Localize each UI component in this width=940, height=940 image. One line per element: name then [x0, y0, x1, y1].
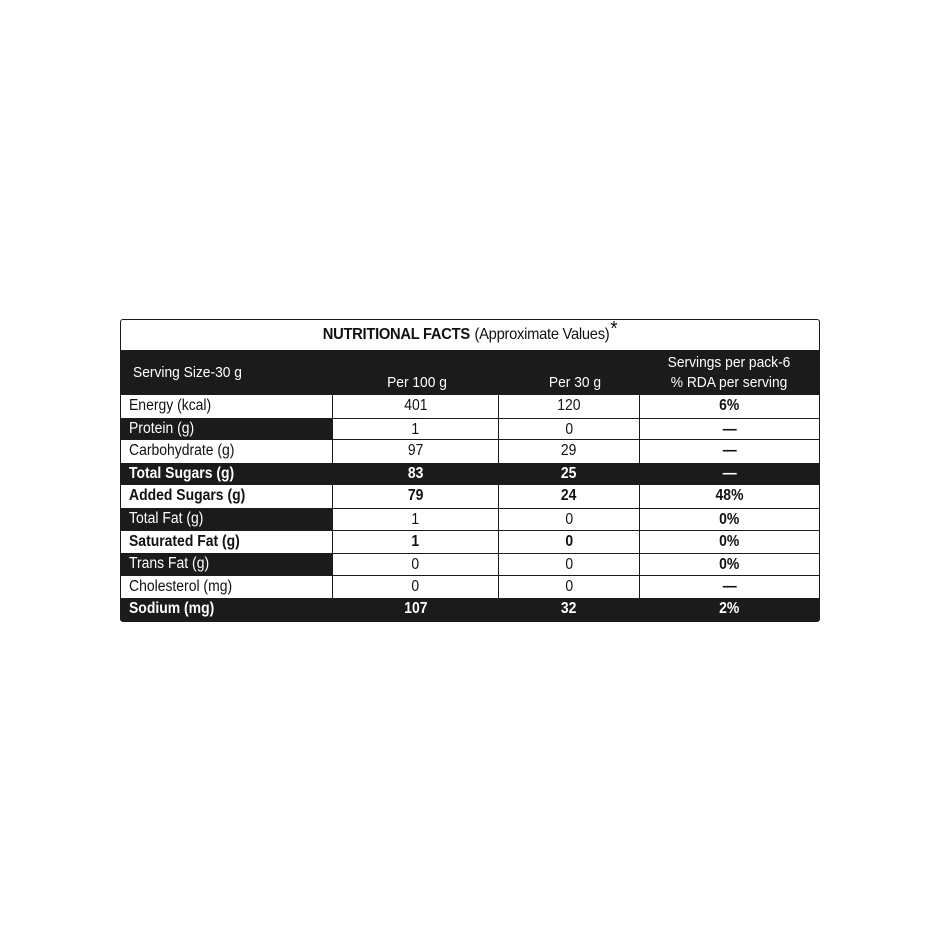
- value-rda-text: 0%: [719, 532, 740, 550]
- value-rda: [639, 576, 819, 599]
- nutrient-label: [121, 485, 332, 508]
- header-servings-per-pack: Servings per pack-6: [667, 354, 791, 371]
- value-per-30g: [498, 418, 639, 441]
- serving-size-label: Serving Size-30 g: [133, 364, 242, 381]
- nutrient-label: [121, 508, 332, 531]
- nutrient-label-text: Energy (kcal): [129, 397, 212, 414]
- value-per-30g: [498, 508, 639, 531]
- nutrient-label-text: Total Sugars (g): [129, 464, 235, 482]
- title-main: NUTRITIONAL FACTS: [322, 326, 470, 343]
- nutrient-label-text: Cholesterol (mg): [129, 577, 233, 595]
- table-row: [121, 553, 819, 576]
- value-per-30g-text: 0: [565, 532, 573, 550]
- header-per-30g: Per 30 g: [548, 374, 602, 391]
- title-note: (Approximate Values): [474, 326, 610, 343]
- table-row: [121, 440, 819, 463]
- value-rda: [639, 553, 819, 576]
- value-per-30g-text: 0: [565, 420, 573, 438]
- value-rda-text: 2%: [719, 600, 740, 618]
- value-per-30g-text: 32: [561, 600, 577, 618]
- value-per-100g-text: 1: [411, 532, 420, 550]
- nutrient-label: [121, 598, 332, 621]
- value-per-30g: [498, 598, 639, 621]
- value-rda: [639, 395, 819, 418]
- value-rda-text: 0%: [719, 556, 740, 574]
- value-per-30g-text: 25: [561, 464, 577, 482]
- value-per-30g: [498, 485, 639, 508]
- table-row: [121, 576, 819, 599]
- value-per-30g: [498, 531, 639, 554]
- table-row: [121, 508, 819, 531]
- value-per-30g: [498, 463, 639, 486]
- value-per-100g: [332, 508, 498, 531]
- value-per-100g-text: 1: [411, 510, 420, 528]
- value-per-30g-text: 0: [565, 510, 573, 528]
- value-per-100g: [332, 485, 498, 508]
- nutrient-table-body: [121, 394, 819, 621]
- nutrient-label: [121, 463, 332, 486]
- value-per-100g-text: 97: [407, 442, 424, 460]
- nutrient-label: [121, 440, 332, 463]
- value-rda: [639, 440, 819, 463]
- nutrient-label-text: Carbohydrate (g): [129, 442, 235, 460]
- table-row: [121, 395, 819, 418]
- value-per-100g: [332, 553, 498, 576]
- value-per-30g-text: 0: [565, 577, 573, 595]
- value-per-30g: [498, 440, 639, 463]
- value-rda: [639, 598, 819, 621]
- value-rda-text: 0%: [719, 510, 740, 528]
- value-per-100g-text: 0: [411, 577, 420, 595]
- value-rda-text: 48%: [715, 487, 744, 505]
- value-per-100g: [332, 576, 498, 599]
- value-per-100g-text: 79: [407, 487, 424, 505]
- value-per-100g: [332, 440, 498, 463]
- header-rda: % RDA per serving: [670, 374, 788, 391]
- value-per-100g-text: 401: [403, 397, 428, 414]
- value-per-100g-text: 1: [411, 420, 420, 438]
- value-per-100g: [332, 418, 498, 441]
- value-per-100g: [332, 598, 498, 621]
- nutrient-label: [121, 576, 332, 599]
- value-per-100g-text: 83: [407, 464, 424, 482]
- value-rda-text: —: [722, 442, 737, 460]
- value-per-100g: [332, 463, 498, 486]
- value-rda: [639, 508, 819, 531]
- value-per-100g-text: 0: [411, 556, 420, 574]
- value-per-30g: [498, 395, 639, 418]
- nutrition-title: [149, 317, 791, 350]
- table-row: [121, 463, 819, 486]
- nutrient-label-text: Trans Fat (g): [129, 555, 210, 573]
- nutrient-label: [121, 418, 332, 441]
- value-rda: [639, 418, 819, 441]
- nutrient-label: [121, 395, 332, 418]
- value-rda-text: 6%: [719, 397, 740, 414]
- value-per-100g: [332, 531, 498, 554]
- value-per-30g-text: 29: [561, 442, 577, 460]
- nutrient-label-text: Protein (g): [129, 419, 195, 437]
- value-rda: [639, 485, 819, 508]
- nutrient-label: [121, 553, 332, 576]
- nutrient-label-text: Sodium (mg): [129, 600, 215, 618]
- value-per-30g: [498, 576, 639, 599]
- nutrient-label-text: Added Sugars (g): [129, 487, 246, 505]
- nutrition-facts-panel: [120, 319, 820, 622]
- value-per-30g-text: 120: [557, 397, 581, 414]
- value-per-30g-text: 0: [565, 556, 573, 574]
- value-rda: [639, 463, 819, 486]
- value-rda-text: —: [722, 464, 737, 482]
- table-row: [121, 598, 819, 621]
- table-header: [121, 350, 819, 394]
- value-per-30g-text: 24: [561, 487, 577, 505]
- value-rda: [639, 531, 819, 554]
- value-per-30g: [498, 553, 639, 576]
- table-row: [121, 418, 819, 441]
- table-row: [121, 485, 819, 508]
- header-per-100g: Per 100 g: [387, 374, 447, 391]
- title-asterisk: *: [610, 317, 618, 340]
- table-row: [121, 531, 819, 554]
- value-per-100g: [332, 395, 498, 418]
- nutrient-label-text: Total Fat (g): [129, 509, 204, 527]
- nutrient-label: [121, 531, 332, 554]
- value-rda-text: —: [722, 420, 737, 438]
- value-rda-text: —: [722, 577, 737, 595]
- value-per-100g-text: 107: [403, 600, 428, 618]
- nutrient-label-text: Saturated Fat (g): [129, 532, 240, 550]
